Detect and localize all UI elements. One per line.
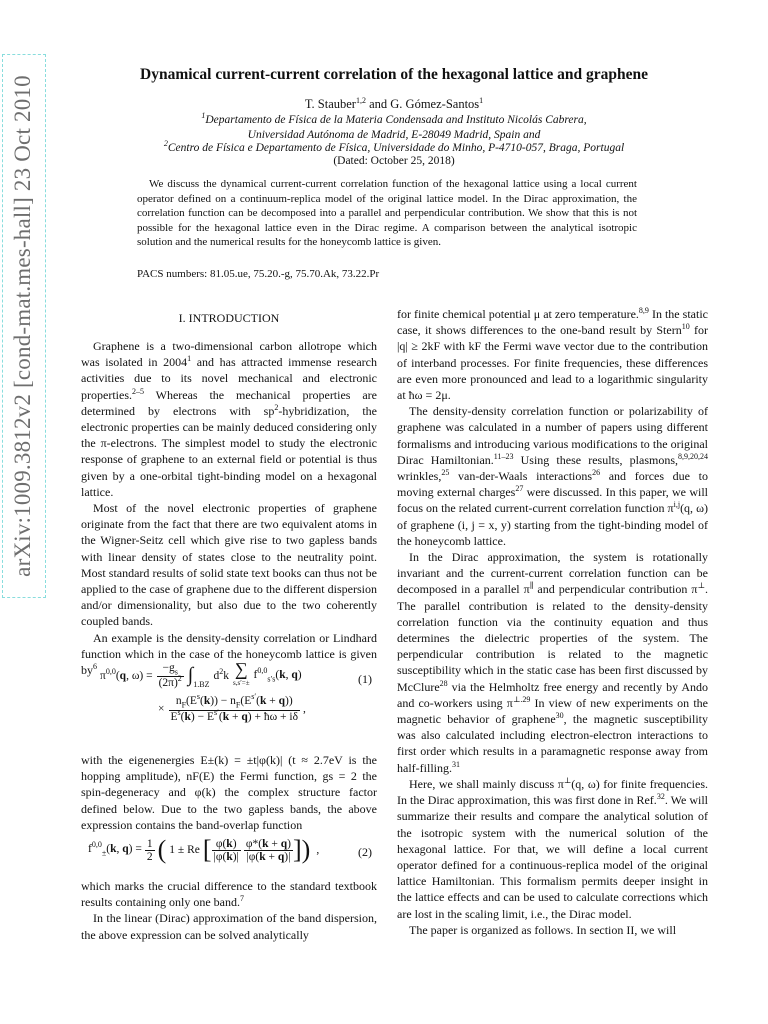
paragraph-intro-2: Most of the novel electronic properties of graphene originate from the fact that there are two equivalent atoms in the Wigner-Seitz cell which give rise to two gapless bands with linear density of states close to the neutrality point. Most standard results of solid state text books can thus not be applied to the case of graphene due to the different dispersion and/or dimensionality, but also due to the two coherently coupled bands. <box>81 501 377 629</box>
dated-line: (Dated: October 25, 2018) <box>333 155 455 167</box>
authors: T. Stauber$^{1,2}$ and G. Gómez-Santos$^1$ <box>304 95 484 111</box>
equation-2-number: (2) <box>358 845 372 859</box>
abstract: We discuss the dynamical current-current correlation function of the hexagonal lattice using a local current operator defined on a continuum-replica model of the original lattice model. In the Dirac approximation, the correlation function can be decomposed into a parallel and perpendicular contribution. We show that this is not possible for the hexagonal lattice even in the Dirac regime. A comparison between the analytical isotropic solution and the numerical results for the honeycomb lattice is given. <box>137 178 637 249</box>
equation-1: $\pi^{0,0}(q$, ω) = $\frac{-g_s}{(2\pi)^2}$ ∫ 1.BZ $d^2k$ ∑ s,s′=± $f^{0,0}_{s's}(k$, q) × $\frac{n_F(E^s(k)) - n_F(E^{s'}(k + q))}{E^s(k) - E^{s'}(k + q) + ħ\omega + i\delta}$ , <box>100 658 306 723</box>
equation-1-number: (1) <box>358 672 372 686</box>
left-column-bottom <box>81 878 377 943</box>
paragraph-intro-1: Graphene is a two-dimensional carbon allotrope which was isolated in 2004$^1$ and has attracted immense research activities due to its novel mechanical and electronic properties.$^{2-5}$ Whereas the mechanical properties are determined by electrons with $sp^2$-hybridization, the electronic properties can be mainly deduced considering only the π-electrons. The simplest model to study the electronic response of graphene to an external field or potential is thus given by a one-orbital tight-binding model on a hexagonal lattice. <box>81 339 377 499</box>
paragraph-right-2: The density-density correlation function or polarizability of graphene was calculated in a number of papers using different formalisms and introducing various modifications to the original Dirac Hamiltonian.$^{11-23}$ Using these results, plasmons,$^{8,9,20,24}$ wrinkles,$^{25}$ van-der-Waals interactions$^{26}$ and forces due to moving external charges$^{27}$ were discussed. In this paper, we will focus on the related current-current correlation function $\pi^{i,j}(q$, ω) of graphene (i, j = x, y) starting from the tight-binding model of the honeycomb lattice. <box>397 404 708 548</box>
paragraph-intro-4: with the eigenenergies E±(k) = ±t|φ(k)| (t ≈ 2.7eV is the hopping amplitude), nF(E) the Fermi function, gs = 2 the spin-degeneracy and φ(k) the complex structure factor defined below. Due to the two gapless bands, the above expression contains the band-overlap function <box>81 753 377 832</box>
arxiv-identifier: arXiv:1009.3812v2 [cond-mat.mes-hall] 23 Oct 2010 <box>2 54 46 598</box>
right-column <box>397 306 708 938</box>
pacs-numbers: PACS numbers: 81.05.ue, 75.20.-g, 75.70.Ak, 73.22.Pr <box>137 268 380 280</box>
paragraph-right-5: The paper is organized as follows. In section II, we will <box>409 922 677 937</box>
paragraph-intro-6: In the linear (Dirac) approximation of the band dispersion, the above expression can be solved analytically <box>81 911 377 942</box>
paragraph-right-3: In the Dirac approximation, the system is rotationally invariant and the current-current correlation function can be decomposed in a parallel π∥ and perpendicular contribution π⊥. The parallel contribution is related to the density-density correlation function via the continuity equation and thus determines the dielectric properties of the system. The perpendicular contribution is related to the magnetic susceptibility which in the static case has been first discussed by McClure$^{28}$ via the Helmholtz free energy and recently by Ando and co-workers using $\pi^{\perp.29}$ In view of new experiments on the magnetic behavior of graphene$^{30}$, the magnetic susceptibility was also calculated including electron-electron interactions to first order which results in a paramagnetic response away from half-filling.$^{31}$ <box>397 550 709 775</box>
paragraph-right-4: Here, we shall mainly discuss π⊥(q, ω) for finite frequencies. In the Dirac approximation, this was first done in Ref.$^{32}$. We will summarize their results and compare the analytical solution of the isotropic system with the numerical solution of the hexagonal lattice. For that, we will define a local current operator defined for a continuous-replica model of the original lattice Hamiltonian. This formalism permits deeper insight in the lattice effects and can be used to calculate corrections which are lost in the scaling limit, i.e., the Dirac model. <box>397 775 708 921</box>
paragraph-intro-5: which marks the crucial difference to the standard textbook results containing only one band.$^7$ <box>81 879 377 910</box>
paper-title: Dynamical current-current correlation of the hexagonal lattice and graphene <box>140 66 648 83</box>
affiliation-1: $^1$Departamento de Física de la Materia Condensada and Instituto Nicolás Cabrera, Universidad Autónoma de Madrid, E-28049 Madrid, Spain and <box>201 111 587 141</box>
section-heading-introduction: I. INTRODUCTION <box>178 311 280 325</box>
paragraph-intro-3: An example is the density-density correlation or Lindhard function which in the case of the honeycomb lattice is given $by^6$ <box>81 630 377 678</box>
left-column <box>81 338 377 678</box>
equation-2: $f^{0,0}_\pm(k$, q) = $\frac{1}{2}$ ( 1 ± Re [ $\frac{\varphi(k)}{|\varphi(k)|}$ $\frac{\varphi*(k + q)}{|\varphi(k + q)|}$ ] ) , <box>88 835 320 864</box>
paragraph-right-1: for finite chemical potential μ at zero temperature.$^{8,9}$ In the static case, it shows differences to the one-band result by Stern$^{10}$ for |q| ≥ 2kF with kF the Fermi wave vector due to the contribution of interband processes. For finite frequencies, these differences are even more pronounced and lead to a logarithmic singularity at ħω = 2μ. <box>397 306 708 403</box>
affiliation-2: $^2$Centro de Física e Departamento de Física, Universidade do Minho, P-4710-057, Braga, Portugal <box>163 139 625 154</box>
